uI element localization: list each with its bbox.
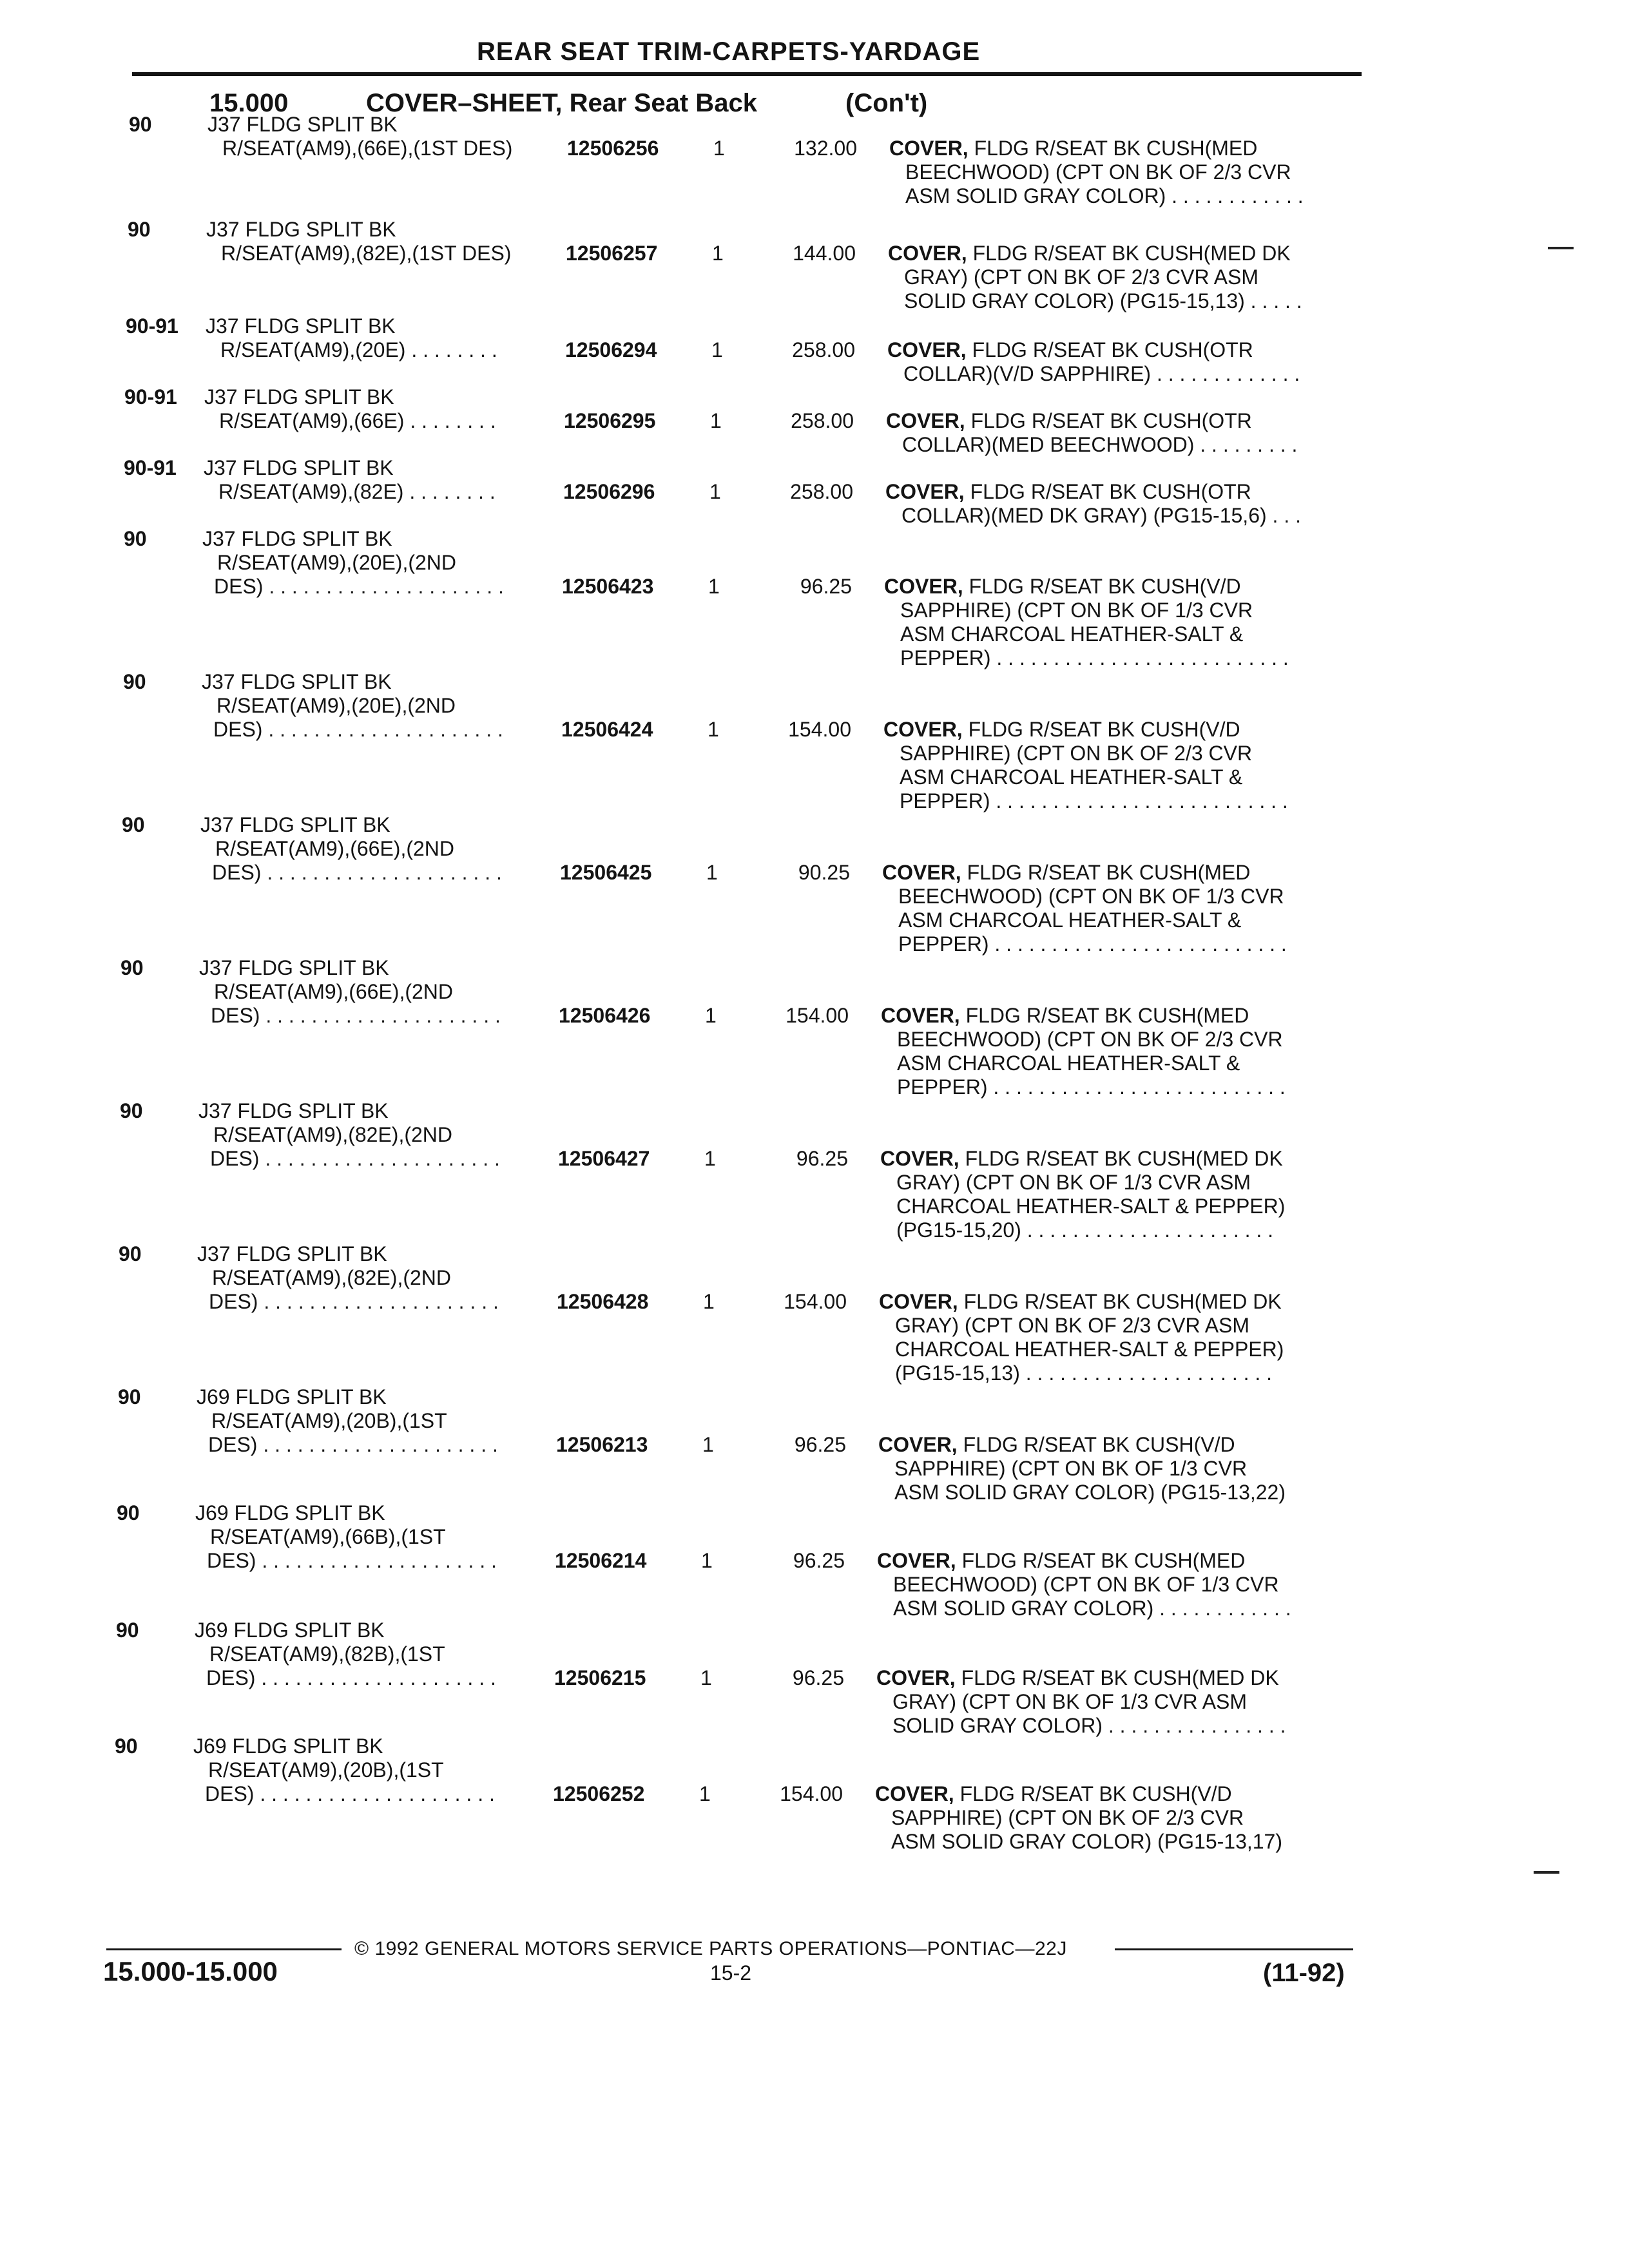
part-description-line: ASM SOLID GRAY COLOR) . . . . . . . . . . . . [893,1597,1291,1620]
model-years: 90 [123,670,146,693]
part-number: 12506426 [559,1004,651,1027]
part-description-line: PEPPER) . . . . . . . . . . . . . . . . . . . . . . . . . . [900,646,1289,669]
usage-line-3: DES) . . . . . . . . . . . . . . . . . . . . . [206,1666,496,1689]
usage-line-2: R/SEAT(AM9),(20E) . . . . . . . . [220,338,497,361]
price: 132.00 [794,137,857,160]
part-number: 12506295 [564,409,656,432]
price: 154.00 [784,1290,847,1313]
price: 154.00 [780,1782,843,1805]
usage-line-1: J37 FLDG SPLIT BK [204,456,394,479]
usage-line-3: DES) . . . . . . . . . . . . . . . . . . . . . [212,861,502,884]
usage-line-1: J69 FLDG SPLIT BK [195,1619,385,1642]
part-description-line: ASM CHARCOAL HEATHER-SALT & [897,1052,1240,1075]
quantity: 1 [702,1433,714,1456]
part-description-line: COVER, FLDG R/SEAT BK CUSH(MED [882,861,1251,884]
quantity: 1 [701,1549,713,1572]
quantity: 1 [703,1290,715,1313]
footer-copyright: © 1992 GENERAL MOTORS SERVICE PARTS OPERATIONS—PONTIAC—22J [354,1938,1067,1959]
part-description-line: COVER, FLDG R/SEAT BK CUSH(MED DK [876,1666,1279,1689]
part-description-line: COVER, FLDG R/SEAT BK CUSH(MED [877,1549,1246,1572]
part-description-line: GRAY) (CPT ON BK OF 2/3 CVR ASM [904,265,1259,289]
part-description-line: BEECHWOOD) (CPT ON BK OF 2/3 CVR [905,160,1291,184]
usage-line-2: R/SEAT(AM9),(82E),(2ND [213,1123,453,1146]
usage-line-3: DES) . . . . . . . . . . . . . . . . . . . . . [210,1147,500,1170]
model-years: 90 [119,1242,142,1265]
part-description-line: COVER, FLDG R/SEAT BK CUSH(V/D [883,718,1240,741]
page-title: REAR SEAT TRIM-CARPETS-YARDAGE [477,37,981,66]
part-description-line: COLLAR)(MED BEECHWOOD) . . . . . . . . . [902,433,1298,456]
price: 144.00 [793,242,856,265]
price: 154.00 [788,718,851,741]
part-description-line: PEPPER) . . . . . . . . . . . . . . . . . . . . . . . . . . [898,932,1287,956]
footer-page-number: 15-2 [710,1961,752,1984]
part-description-line: COVER, FLDG R/SEAT BK CUSH(MED [889,137,1258,160]
part-number: 12506423 [562,575,654,598]
part-description-line: BEECHWOOD) (CPT ON BK OF 1/3 CVR [898,885,1284,908]
usage-line-1: J37 FLDG SPLIT BK [202,670,392,693]
part-description-line: SAPPHIRE) (CPT ON BK OF 2/3 CVR [891,1806,1244,1829]
usage-line-2: R/SEAT(AM9),(82E),(2ND [212,1266,452,1289]
model-years: 90 [124,527,147,550]
usage-line-3: DES) . . . . . . . . . . . . . . . . . . . . . [209,1290,499,1313]
model-years: 90-91 [124,456,177,479]
price: 96.25 [793,1549,845,1572]
part-description-line: (PG15-15,20) . . . . . . . . . . . . . . . . . . . . . . [896,1218,1274,1242]
part-number: 12506257 [566,242,658,265]
model-years: 90 [129,113,152,136]
part-description-line: CHARCOAL HEATHER-SALT & PEPPER) [895,1338,1284,1361]
usage-line-1: J69 FLDG SPLIT BK [193,1735,383,1758]
part-description-line: GRAY) (CPT ON BK OF 1/3 CVR ASM [892,1690,1248,1713]
part-description-line: ASM SOLID GRAY COLOR) (PG15-13,22) [894,1481,1286,1504]
usage-line-3: DES) . . . . . . . . . . . . . . . . . . . . . [208,1433,498,1456]
part-description-line: COVER, FLDG R/SEAT BK CUSH(V/D [884,575,1241,598]
part-number: 12506215 [554,1666,646,1689]
part-number: 12506424 [561,718,653,741]
quantity: 1 [699,1782,711,1805]
section-title: COVER–SHEET, Rear Seat Back [366,89,757,117]
usage-line-1: J37 FLDG SPLIT BK [199,956,389,979]
usage-line-2: R/SEAT(AM9),(20B),(1ST [211,1409,447,1432]
price: 96.25 [792,1666,844,1689]
quantity: 1 [711,338,723,361]
part-description-line: BEECHWOOD) (CPT ON BK OF 1/3 CVR [893,1573,1279,1596]
usage-line-2: R/SEAT(AM9),(66E),(2ND [214,980,454,1003]
part-description-line: COVER, FLDG R/SEAT BK CUSH(V/D [878,1433,1235,1456]
usage-line-2: R/SEAT(AM9),(82E) . . . . . . . . [218,480,496,503]
part-number: 12506252 [553,1782,645,1805]
model-years: 90 [120,956,144,979]
quantity: 1 [704,1147,716,1170]
quantity: 1 [708,718,719,741]
part-description-line: CHARCOAL HEATHER-SALT & PEPPER) [896,1195,1286,1218]
price: 96.25 [794,1433,846,1456]
part-description-line: SAPPHIRE) (CPT ON BK OF 1/3 CVR [894,1457,1248,1480]
model-years: 90 [115,1735,138,1758]
part-description-line: GRAY) (CPT ON BK OF 1/3 CVR ASM [896,1171,1251,1194]
price: 258.00 [790,480,853,503]
part-description-line: BEECHWOOD) (CPT ON BK OF 2/3 CVR [897,1028,1283,1051]
part-description-line: ASM CHARCOAL HEATHER-SALT & [900,622,1244,646]
usage-line-2: R/SEAT(AM9),(82E),(1ST DES) [221,242,512,265]
usage-line-2: R/SEAT(AM9),(20E),(2ND [217,694,456,717]
part-number: 12506213 [556,1433,648,1456]
part-description-line: COVER, FLDG R/SEAT BK CUSH(MED DK [888,242,1291,265]
usage-line-3: DES) . . . . . . . . . . . . . . . . . . . . . [211,1004,501,1027]
quantity: 1 [705,1004,717,1027]
quantity: 1 [706,861,718,884]
quantity: 1 [709,480,721,503]
part-number: 12506256 [567,137,659,160]
part-description-line: COVER, FLDG R/SEAT BK CUSH(V/D [875,1782,1232,1805]
usage-line-2: R/SEAT(AM9),(66E),(1ST DES) [222,137,513,160]
usage-line-3: DES) . . . . . . . . . . . . . . . . . . . . . [205,1782,495,1805]
model-years: 90 [117,1501,140,1524]
usage-line-1: J37 FLDG SPLIT BK [198,1099,389,1122]
price: 96.25 [800,575,852,598]
part-description-line: PEPPER) . . . . . . . . . . . . . . . . . . . . . . . . . . [900,789,1288,812]
model-years: 90-91 [124,385,177,408]
footer-rule-right [1115,1948,1353,1950]
price: 258.00 [791,409,854,432]
usage-line-3: DES) . . . . . . . . . . . . . . . . . . . . . [207,1549,497,1572]
model-years: 90 [128,218,151,241]
usage-line-1: J69 FLDG SPLIT BK [197,1385,387,1408]
price: 258.00 [792,338,855,361]
part-description-line: ASM CHARCOAL HEATHER-SALT & [900,765,1243,789]
part-description-line: SAPPHIRE) (CPT ON BK OF 2/3 CVR [900,742,1253,765]
footer-rule-left [106,1948,342,1950]
part-number: 12506296 [563,480,655,503]
quantity: 1 [700,1666,712,1689]
model-years: 90 [118,1385,141,1408]
usage-line-2: R/SEAT(AM9),(20B),(1ST [208,1758,444,1782]
usage-line-1: J37 FLDG SPLIT BK [200,813,390,836]
part-number: 12506425 [560,861,652,884]
usage-line-1: J37 FLDG SPLIT BK [206,218,396,241]
part-description-line: COLLAR)(V/D SAPPHIRE) . . . . . . . . . . . . . [903,362,1300,385]
model-years: 90-91 [126,314,178,338]
price: 154.00 [786,1004,849,1027]
part-description-line: COVER, FLDG R/SEAT BK CUSH(OTR [885,480,1251,503]
footer-revision-date: (11-92) [1263,1959,1345,1987]
part-description-line: COVER, FLDG R/SEAT BK CUSH(MED DK [880,1147,1283,1170]
price: 90.25 [798,861,850,884]
part-description-line: SOLID GRAY COLOR) . . . . . . . . . . . . . . . . [892,1714,1286,1737]
part-number: 12506294 [565,338,657,361]
quantity: 1 [708,575,720,598]
usage-line-1: J37 FLDG SPLIT BK [207,113,398,136]
part-number: 12506428 [557,1290,649,1313]
part-description-line: COVER, FLDG R/SEAT BK CUSH(OTR [887,338,1253,361]
part-description-line: ASM SOLID GRAY COLOR) (PG15-13,17) [891,1830,1282,1853]
footer-section-range: 15.000-15.000 [103,1956,278,1986]
part-description-line: (PG15-15,13) . . . . . . . . . . . . . . . . . . . . . . [895,1361,1273,1385]
part-number: 12506214 [555,1549,647,1572]
usage-line-2: R/SEAT(AM9),(66E) . . . . . . . . [219,409,496,432]
part-description-line: ASM CHARCOAL HEATHER-SALT & [898,908,1242,932]
usage-line-2: R/SEAT(AM9),(20E),(2ND [217,551,457,574]
usage-line-3: DES) . . . . . . . . . . . . . . . . . . . . . [213,718,503,741]
part-description-line: COVER, FLDG R/SEAT BK CUSH(MED [881,1004,1249,1027]
model-years: 90 [120,1099,143,1122]
part-description-line: COVER, FLDG R/SEAT BK CUSH(MED DK [879,1290,1282,1313]
usage-line-1: J37 FLDG SPLIT BK [197,1242,387,1265]
margin-mark [1534,1871,1559,1874]
part-description-line: GRAY) (CPT ON BK OF 2/3 CVR ASM [895,1314,1250,1337]
part-description-line: PEPPER) . . . . . . . . . . . . . . . . . . . . . . . . . . [897,1075,1286,1099]
usage-line-1: J37 FLDG SPLIT BK [202,527,392,550]
price: 96.25 [796,1147,848,1170]
usage-line-3: DES) . . . . . . . . . . . . . . . . . . . . . [214,575,504,598]
section-number: 15.000 [209,89,289,117]
quantity: 1 [712,242,724,265]
part-description-line: SOLID GRAY COLOR) (PG15-15,13) . . . . . [904,289,1302,312]
part-description-line: COVER, FLDG R/SEAT BK CUSH(OTR [886,409,1252,432]
part-description-line: ASM SOLID GRAY COLOR) . . . . . . . . . . . . [905,184,1304,207]
usage-line-1: J69 FLDG SPLIT BK [195,1501,385,1524]
part-description-line: SAPPHIRE) (CPT ON BK OF 1/3 CVR [900,599,1253,622]
part-number: 12506427 [558,1147,650,1170]
model-years: 90 [116,1619,139,1642]
usage-line-2: R/SEAT(AM9),(82B),(1ST [209,1642,445,1666]
quantity: 1 [710,409,722,432]
section-suffix: (Con't) [845,89,928,117]
margin-mark [1548,247,1574,249]
usage-line-2: R/SEAT(AM9),(66B),(1ST [210,1525,446,1548]
quantity: 1 [713,137,725,160]
model-years: 90 [122,813,145,836]
usage-line-1: J37 FLDG SPLIT BK [206,314,396,338]
part-description-line: COLLAR)(MED DK GRAY) (PG15-15,6) . . . [901,504,1301,527]
usage-line-1: J37 FLDG SPLIT BK [204,385,394,408]
usage-line-2: R/SEAT(AM9),(66E),(2ND [215,837,455,860]
